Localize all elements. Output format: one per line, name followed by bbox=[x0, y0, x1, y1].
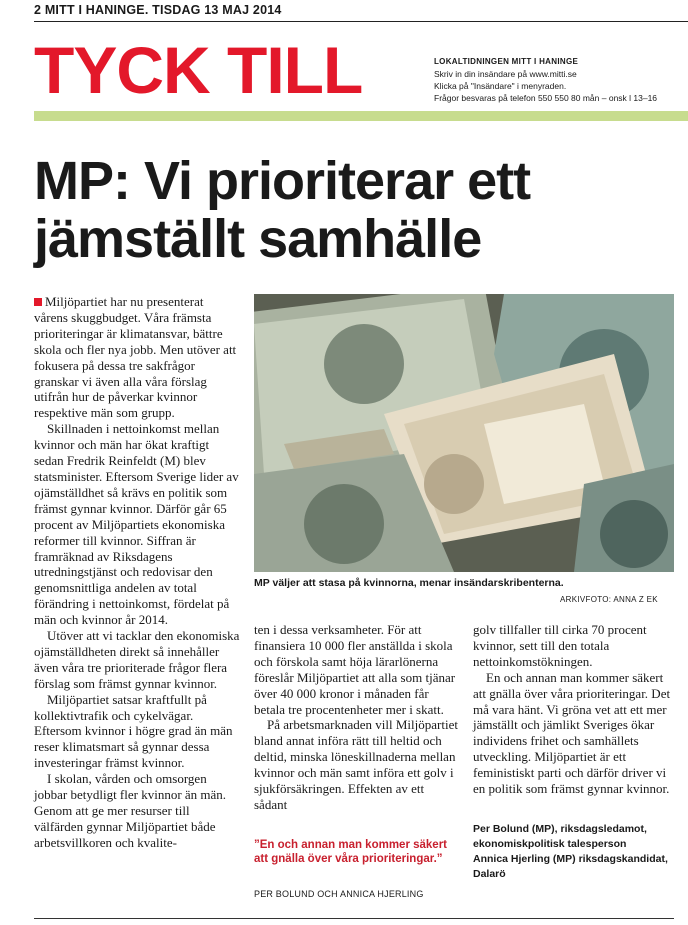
info-line-1: Skriv in din insändare på www.mitti.se bbox=[434, 69, 577, 79]
signature-line-2: Annica Hjerling (MP) riksdagskandidat, Dalarö bbox=[473, 853, 668, 880]
section-band bbox=[34, 111, 688, 121]
info-heading: LOKALTIDNINGEN MITT I HANINGE bbox=[434, 57, 579, 66]
info-line-2: Klicka på "Insändare" i menyraden. bbox=[434, 81, 567, 91]
photo-caption: MP väljer att stasa på kvinnorna, menar insändarskribenterna. bbox=[254, 577, 564, 589]
paragraph: Utöver att vi tacklar den ekonomiska ojämställdheten direkt så innehåller även våra tre prioriterade frågor flera förslag som främst gynnar kvinnor. bbox=[34, 628, 240, 691]
lead-square-marker bbox=[34, 298, 42, 306]
paragraph: Miljöpartiet har nu presenterat vårens skuggbudget. Våra främsta prioriteringar är klimatansvar, bättre skola och fler nya jobb. Men utöver att fokusera på dessa tre sakfrågor granskar vi även alla våra förslag utifrån hur de påverkar kvinnor respektive män som grupp. bbox=[34, 294, 237, 421]
body-column-2 bbox=[254, 622, 459, 813]
paragraph: En och annan man kommer säkert att gnälla över våra prioriteringar. Det må vara hänt. Vi gröna vet att ett mer jämställt och jämlikt Sveriges ökar individens frihet och samhällets utveckling. Miljöpartiet är ett feministiskt parti och därför driver vi en politik som främst gynnar kvinnor. bbox=[473, 669, 671, 797]
body-column-3 bbox=[473, 622, 678, 797]
paragraph: Miljöpartiet satsar kraftfullt på kollektivtrafik och cykelvägar. Eftersom kvinnor i högre grad än män reser klimatsmart så gynnar dessa investeringar främst kvinnor. bbox=[34, 691, 233, 771]
paragraph: Skillnaden i nettoinkomst mellan kvinnor och män har ökat kraftigt sedan Fredrik Reinfeldt (M) blev statsminister. Eftersom Sverige lider av ojämställdhet så krävs en politik som främst gynnar kvinnor. Därför går 65 procent av Miljöpartiets ekonomiska reformer till kvinnor. Siffran är framräknad av Riksdagens utredningstjänst och redovisar den genomsnittliga andelen av total förändring i nettoinkomst, fördelat på män och kvinnor år 2014. bbox=[34, 421, 239, 628]
info-line-3: Frågor besvaras på telefon 550 550 80 mån – onsk l 13–16 bbox=[434, 93, 658, 103]
paragraph: ten i dessa verksamheter. För att finansiera 10 000 fler anställda i skola och förskola samt höja lärarlönerna föreslår Miljöpartiet att alla som tjänar över 40 000 kronor i månaden får betala tre procentenheter mer i skatt. bbox=[254, 622, 456, 717]
photo-credit: ARKIVFOTO: ANNA Z EK bbox=[560, 595, 658, 604]
submission-info bbox=[434, 56, 657, 104]
banknotes-photo bbox=[254, 294, 674, 572]
pull-quote: ”En och annan man kommer säkert att gnälla över våra prioriteringar.” bbox=[254, 839, 448, 865]
edition-line: 2 MITT I HANINGE. TISDAG 13 MAJ 2014 bbox=[34, 3, 282, 17]
author-signature bbox=[473, 822, 678, 882]
headline-line-2: jämställt samhälle bbox=[34, 209, 482, 269]
bottom-rule bbox=[34, 918, 674, 919]
paragraph: På arbetsmarknaden vill Miljöpartiet bland annat införa rätt till heltid och deltid, minska löneskillnaderna mellan kvinnor och män samt införa ett golv i sjukförsäkringen. Effekten av ett sådant bbox=[254, 717, 458, 812]
top-rule bbox=[34, 21, 688, 22]
section-title: TYCK TILL bbox=[34, 33, 363, 107]
paragraph: golv tillfaller till cirka 70 procent kvinnor, sett till den totala nettoinkomstökningen. bbox=[473, 622, 647, 669]
pull-quote-attribution: PER BOLUND OCH ANNICA HJERLING bbox=[254, 889, 424, 899]
signature-line-1: Per Bolund (MP), riksdagsledamot, ekonomiskpolitisk talesperson bbox=[473, 823, 647, 850]
article-headline bbox=[34, 152, 684, 268]
body-column-1 bbox=[34, 294, 240, 851]
paragraph: I skolan, vården och omsorgen jobbar betydligt fler kvinnor än män. Genom att ge mer resurser till välfärden gynnar Miljöpartiet både arbetsvillkoren och kvalite- bbox=[34, 771, 227, 850]
headline-line-1: MP: Vi prioriterar ett bbox=[34, 151, 531, 211]
